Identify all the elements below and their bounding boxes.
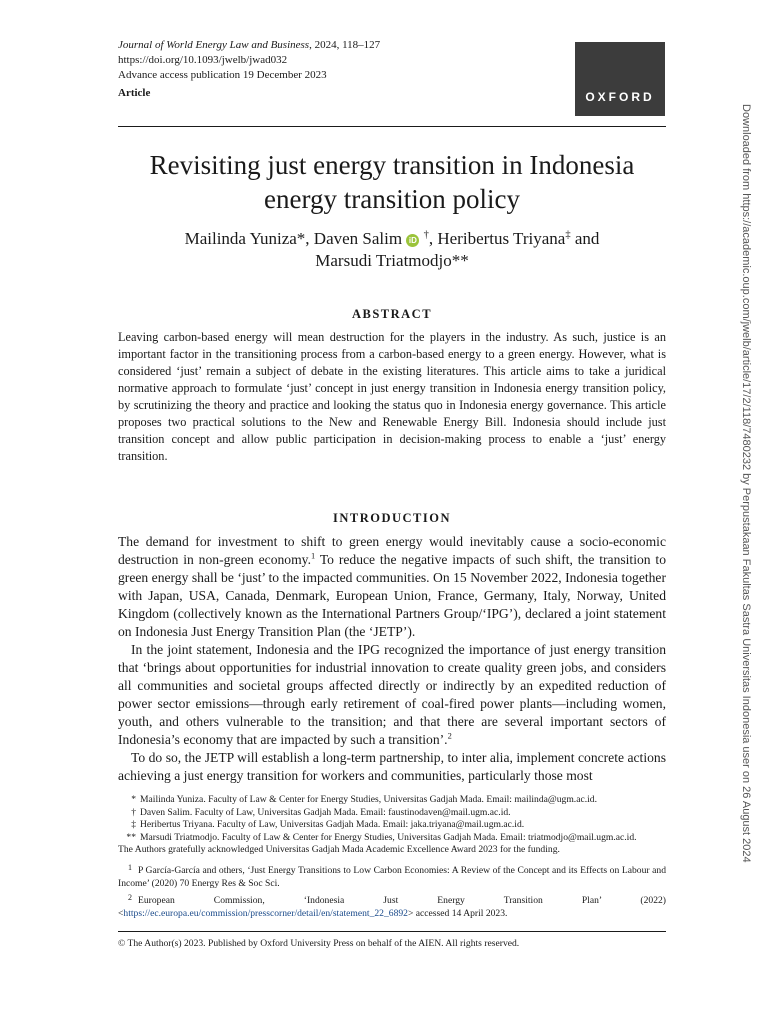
footnote-text: European Commission, ‘Indonesia Just Energy Transition Plan’ (2022) < bbox=[118, 895, 666, 919]
note-mark: ‡ bbox=[131, 819, 136, 830]
author-name: Daven Salim bbox=[313, 229, 403, 248]
author-conjunction: and bbox=[570, 229, 600, 248]
abstract-heading: ABSTRACT bbox=[351, 307, 433, 321]
journal-citation bbox=[118, 38, 380, 53]
journal-name: Journal of World Energy Law and Business bbox=[118, 39, 310, 51]
author-mark: ‡ bbox=[565, 229, 571, 241]
introduction-heading: INTRODUCTION bbox=[332, 511, 451, 525]
note-text: Mailinda Yuniza. Faculty of Law & Center for Energy Studies, Universitas Gadjah Mada. Email: mailinda@ugm.ac.id. bbox=[140, 794, 597, 805]
footnote-text: > accessed 14 April 2023. bbox=[407, 907, 508, 919]
copyright-line: © The Author(s) 2023. Published by Oxford University Press on behalf of the AIEN. All rights reserved. bbox=[118, 938, 520, 949]
orcid-icon[interactable]: iD bbox=[406, 234, 419, 247]
footnote-ref[interactable]: 1 bbox=[311, 550, 316, 561]
footnote-number: 2 bbox=[128, 893, 132, 902]
paragraph-text: The demand for investment to shift to green energy would inevitably cause a socio-economic destruction in non-green economy. bbox=[118, 534, 666, 567]
introduction-body bbox=[118, 533, 666, 785]
footnote-2 bbox=[118, 892, 666, 920]
paragraph-text: To reduce the negative impacts of such shift, the transition to green energy shall be ‘just’ to the impacted communities. On 15 November 2022, Indonesia together with Japan, USA, Canada, Denmark, European Union, France, Germany, Italy, Norway, United Kingdom (collectively known as the International Partners Group/‘IPG’), declared a joint statement on Indonesia Just Energy Transition Plan (the ‘JETP’). bbox=[118, 552, 667, 639]
author-note bbox=[118, 819, 666, 832]
author-note bbox=[118, 794, 666, 807]
author-note bbox=[118, 832, 666, 845]
abstract-text: Leaving carbon-based energy will mean destruction for the players in the industry. As such, justice is an important factor in the transitioning process from a carbon-based energy to a green energy. However, what is considered ‘just’ remain a subject of debate in the existing literatures. This article aims to take a juridical normative approach to formulate ‘just’ concept in just energy transition in Indonesia energy transition policy, by scrutinizing the theory and practice and looking the status quo in Indonesia energy governance. This article proposes two practical solutions to the New and Renewable Energy Bill. Indonesia should include just transition concept and allow public participation in decision-making process to enable a ‘just’ energy transition. bbox=[118, 330, 666, 463]
footer-divider bbox=[118, 931, 666, 932]
note-mark: * bbox=[131, 794, 136, 805]
oxford-logo bbox=[575, 42, 665, 116]
author-mark: * bbox=[296, 229, 306, 248]
author-list: Mailinda Yuniza*, Daven Salim iD †, Heribertus Triyana‡ and Marsudi Triatmodjo** bbox=[184, 229, 600, 270]
article-type: Article bbox=[118, 87, 151, 99]
note-text: Marsudi Triatmodjo. Faculty of Law & Center for Energy Studies, Universitas Gadjah Mada. Email: triatmodjo@mail.ugm.ac.id. bbox=[140, 831, 637, 843]
intro-paragraph: To do so, the JETP will establish a long-term partnership, to inter alia, implement concrete actions achieving a just energy transition for workers and communities, particularly those most bbox=[118, 750, 666, 783]
access-line: Advance access publication 19 December 2023 bbox=[118, 69, 327, 81]
note-mark: ** bbox=[126, 831, 136, 843]
intro-paragraph bbox=[118, 641, 666, 749]
note-mark: † bbox=[131, 806, 136, 818]
paragraph-text: In the joint statement, Indonesia and the IPG recognized the importance of just energy transition that ‘brings about opportunities for industrial innovation to create quality green jobs, and considers all communities and societal groups affected directly or indirectly by an expedited reduction of power sector emissions—through early retirement of coal-fired power plants—including women, youth, and others vulnerable to the transition; and that there are several important sectors of Indonesia’s economy that are impacted by such a transition’. bbox=[118, 642, 666, 747]
article-title bbox=[118, 148, 666, 216]
journal-details: , 2024, 118–127 bbox=[309, 39, 381, 51]
footnote-text: P García-García and others, ‘Just Energy Transitions to Low Carbon Economies: A Review of the Concept and its Effects on Labour and Income’ (2020) 70 Energy Res & Soc Sci. bbox=[118, 865, 666, 889]
author-mark: ** bbox=[451, 251, 469, 270]
footnote-number: 1 bbox=[128, 863, 132, 872]
note-text: Daven Salim. Faculty of Law, Universitas Gadjah Mada. Email: faustinodaven@mail.ugm.ac.id. bbox=[140, 806, 511, 818]
header-divider bbox=[118, 126, 666, 127]
journal-meta bbox=[118, 38, 380, 101]
funding-note: The Authors gratefully acknowledged Universitas Gadjah Mada Academic Excellence Award 2023 for the funding. bbox=[118, 844, 560, 855]
footnote-ref[interactable]: 2 bbox=[447, 730, 452, 741]
author-name: Mailinda Yuniza bbox=[184, 229, 297, 248]
author-notes bbox=[118, 794, 666, 857]
doi-link[interactable]: https://doi.org/10.1093/jwelb/jwad032 bbox=[118, 54, 288, 66]
title-line-1: Revisiting just energy transition in Indonesia bbox=[149, 150, 635, 180]
footnote-link[interactable]: https://ec.europa.eu/commission/presscorner/detail/en/statement_22_6892 bbox=[123, 907, 408, 919]
download-stamp: Downloaded from https://academic.oup.com/jwelb/article/17/2/118/7480232 by Perpustakaan Fakultas Sastra Universitas Indonesia user on 26 August 2024 bbox=[740, 104, 752, 863]
oxford-logo-text: OXFORD bbox=[585, 90, 655, 104]
footnotes bbox=[118, 862, 666, 922]
author-name: Heribertus Triyana bbox=[437, 229, 566, 248]
author-mark: † bbox=[423, 229, 429, 241]
author-name: Marsudi Triatmodjo bbox=[315, 251, 452, 270]
note-text: Heribertus Triyana. Faculty of Law, Universitas Gadjah Mada. Email: jaka.triyana@mail.ugm.ac.id. bbox=[140, 819, 525, 830]
footnote-1 bbox=[118, 862, 666, 890]
title-line-2: energy transition policy bbox=[264, 184, 520, 214]
intro-paragraph bbox=[118, 533, 666, 641]
author-note bbox=[118, 807, 666, 820]
